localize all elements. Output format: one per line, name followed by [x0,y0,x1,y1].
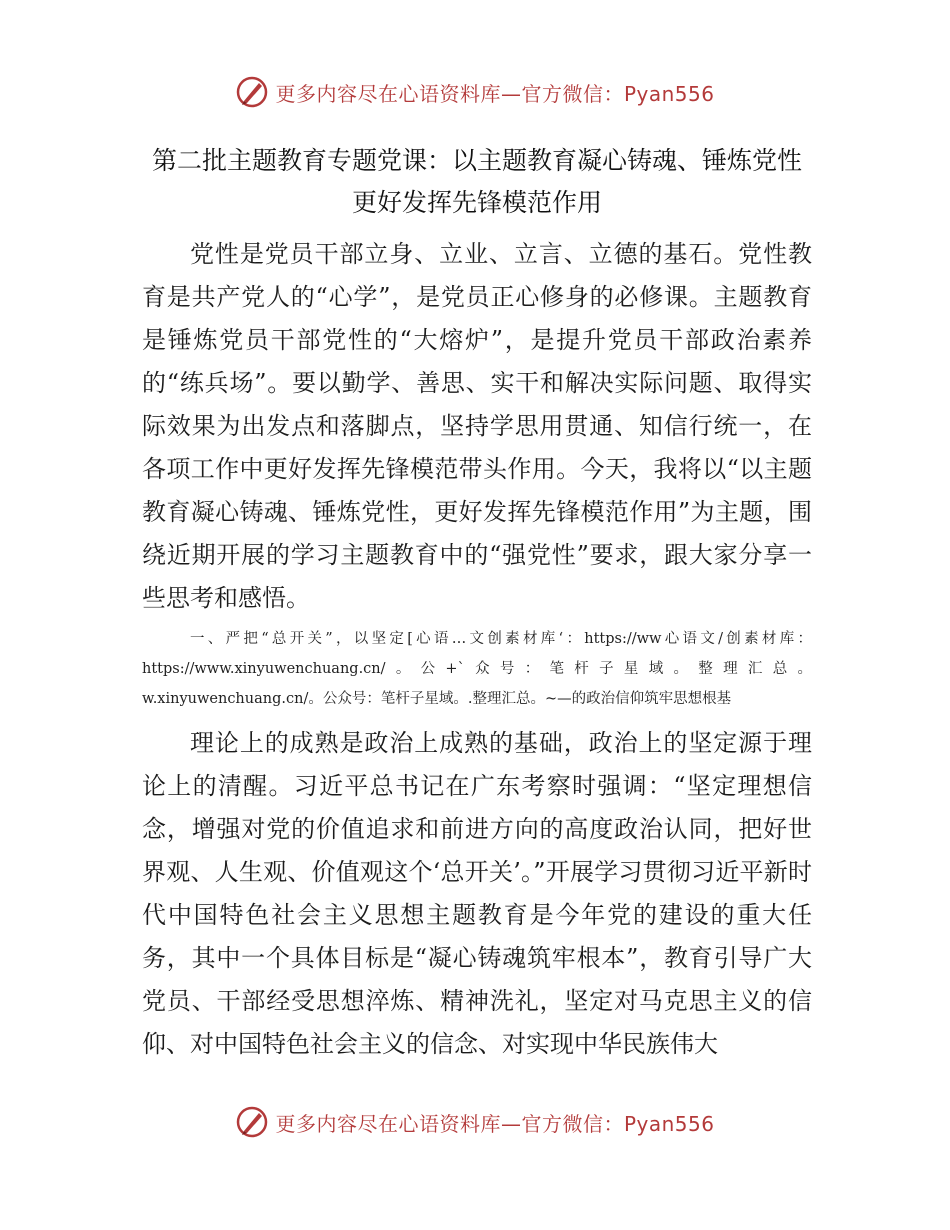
section-heading: 一、严把“总开关”，以坚定[心语…文创素材库‘：https://ww心语文/创素材库：https://www.xinyuwenchuang.cn/。公+`众号：笔杆子星域。整理汇总。w.xinyuwenchuang.cn/。公众号：笔杆子星域。.整理汇总。~—的政治信仰筑牢思想根基 [142,631,812,707]
paragraph-intro: 党性是党员干部立身、立业、立言、立德的基石。党性教育是共产党人的“心学”，是党员正心修身的必修课。主题教育是锤炼党员干部党性的“大熔炉”，是提升党员干部政治素养的“练兵场”。要以勤学、善思、实干和解决实际问题、取得实际效果为出发点和落脚点，坚持学思用贯通、知信行统一，在各项工作中更好发挥先锋模范带头作用。今天，我将以“以主题教育凝心铸魂、锤炼党性，更好发挥先锋模范作用”为主题，围绕近期开展的学习主题教育中的“强党性”要求，跟大家分享一些思考和感悟。 [142,240,812,612]
banner-text: 更多内容尽在心语资料库—官方微信：Pyan556 [275,81,715,106]
paragraph-theory: 理论上的成熟是政治上成熟的基础，政治上的坚定源于理论上的清醒。习近平总书记在广东考察时强调：“坚定理想信念，增强对党的价值追求和前进方向的高度政治认同，把好世界观、人生观、价值观这个‘总开关’。”开展学习贯彻习近平新时代中国特色社会主义思想主题教育是今年党的建设的重大任务，其中一个具体目标是“凝心铸魂筑牢根本”，教育引导广大党员、干部经受思想淬炼、精神洗礼，坚定对马克思主义的信仰、对中国特色社会主义的信念、对实现中华民族伟大 [142,729,812,1058]
header-banner [0,72,950,112]
quill-pen-logo-icon [235,1105,269,1139]
banner-text: 更多内容尽在心语资料库—官方微信：Pyan556 [275,1111,715,1136]
footer-banner [0,1102,950,1142]
quill-pen-logo-icon [235,75,269,109]
document-title: 第二批主题教育专题党课：以主题教育凝心铸魂、锤炼党性更好发挥先锋模范作用 [151,146,802,217]
